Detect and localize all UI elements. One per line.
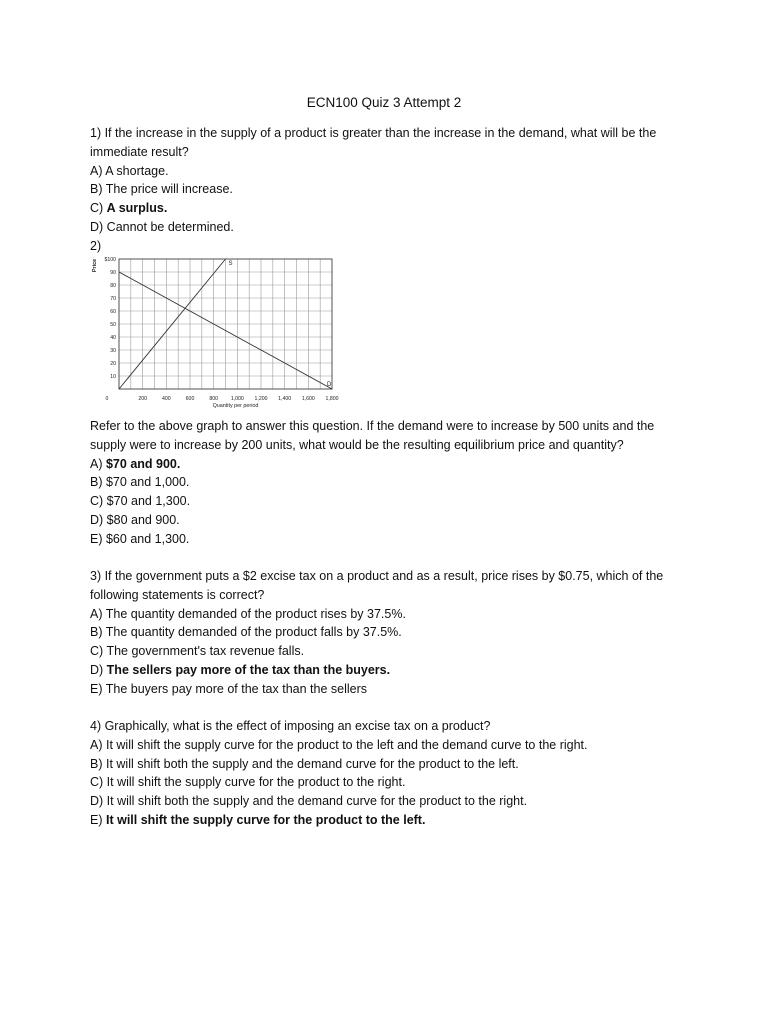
y-tick-label: 10 bbox=[110, 374, 116, 380]
supply-demand-chart bbox=[88, 256, 340, 414]
question-3-option-d: D) The sellers pay more of the tax than the buyers. bbox=[90, 662, 391, 677]
correct-answer: A surplus. bbox=[106, 201, 168, 216]
y-tick-label: 90 bbox=[110, 270, 116, 276]
question-4 bbox=[90, 717, 690, 830]
x-tick-label: 1,600 bbox=[301, 396, 315, 402]
x-tick-label: 0 bbox=[105, 396, 109, 402]
question-4-option-a: A) It will shift the supply curve for the product to the left and the demand curve to the right. bbox=[90, 737, 588, 752]
question-1-option-c: C) A surplus. bbox=[90, 201, 168, 216]
x-tick-label: 200 bbox=[138, 396, 147, 402]
question-3-text: 3) If the government puts a $2 excise tax on a product and as a result, price rises by $0.75, which of the following statements is correct? bbox=[90, 569, 664, 602]
page-title: ECN100 Quiz 3 Attempt 2 bbox=[306, 95, 462, 110]
question-2-text: Refer to the above graph to answer this question. If the demand were to increase by 500 units and the supply were to increase by 200 units, what would be the resulting equilibrium price and quantity? bbox=[90, 419, 655, 452]
y-tick-label: 40 bbox=[110, 335, 116, 341]
x-tick-label: 1,400 bbox=[278, 396, 292, 402]
x-axis-label: Quantity per period bbox=[212, 403, 259, 409]
question-3-option-b: B) The quantity demanded of the product falls by 37.5%. bbox=[90, 625, 402, 640]
x-tick-label: 1,000 bbox=[230, 396, 244, 402]
y-tick-label: 80 bbox=[110, 283, 116, 289]
x-tick-label: 800 bbox=[209, 396, 218, 402]
x-tick-label: 1,200 bbox=[254, 396, 268, 402]
question-3 bbox=[90, 567, 690, 699]
y-tick-label: 30 bbox=[110, 348, 116, 354]
question-2-option-d: D) $80 and 900. bbox=[90, 512, 180, 527]
question-4-text: 4) Graphically, what is the effect of imposing an excise tax on a product? bbox=[90, 719, 491, 733]
y-tick-label: 60 bbox=[110, 309, 116, 315]
question-2-option-b: B) $70 and 1,000. bbox=[90, 475, 190, 490]
series-label-d: D bbox=[327, 382, 332, 388]
question-1-option-b: B) The price will increase. bbox=[90, 182, 233, 197]
y-tick-label: 50 bbox=[110, 322, 116, 328]
x-tick-label: 600 bbox=[185, 396, 195, 402]
question-4-option-e: E) It will shift the supply curve for the product to the left. bbox=[90, 812, 426, 827]
question-1-option-d: D) Cannot be determined. bbox=[90, 219, 234, 234]
y-tick-label: 20 bbox=[110, 361, 116, 367]
question-3-option-c: C) The government's tax revenue falls. bbox=[90, 644, 305, 659]
series-label-s: S bbox=[228, 261, 233, 267]
correct-answer: It will shift the supply curve for the product to the left. bbox=[105, 812, 426, 827]
question-2-option-a: A) $70 and 900. bbox=[90, 456, 181, 471]
y-tick-label: 70 bbox=[110, 296, 116, 302]
question-4-option-c: C) It will shift the supply curve for the product to the right. bbox=[90, 775, 406, 790]
question-1-option-a: A) A shortage. bbox=[90, 163, 169, 178]
question-3-option-e: E) The buyers pay more of the tax than the sellers bbox=[90, 681, 367, 696]
question-2-option-e: E) $60 and 1,300. bbox=[90, 531, 190, 546]
question-2-number: 2) bbox=[90, 238, 102, 253]
correct-answer: $70 and 900. bbox=[105, 456, 181, 471]
question-4-option-b: B) It will shift both the supply and the demand curve for the product to the left. bbox=[90, 756, 519, 771]
question-1-text: 1) If the increase in the supply of a product is greater than the increase in the demand, what will be the immediate result? bbox=[90, 126, 657, 159]
y-axis-label: Price bbox=[92, 258, 98, 273]
question-3-option-a: A) The quantity demanded of the product rises by 37.5%. bbox=[90, 606, 406, 621]
question-4-option-d: D) It will shift both the supply and the demand curve for the product to the right. bbox=[90, 794, 528, 809]
y-tick-label: $100 bbox=[104, 257, 116, 263]
correct-answer: The sellers pay more of the tax than the buyers. bbox=[106, 662, 391, 677]
question-2 bbox=[90, 417, 690, 549]
x-tick-label: 400 bbox=[162, 396, 171, 402]
question-2-option-c: C) $70 and 1,300. bbox=[90, 494, 191, 509]
question-1 bbox=[90, 124, 690, 256]
x-tick-label: 1,800 bbox=[325, 396, 339, 402]
